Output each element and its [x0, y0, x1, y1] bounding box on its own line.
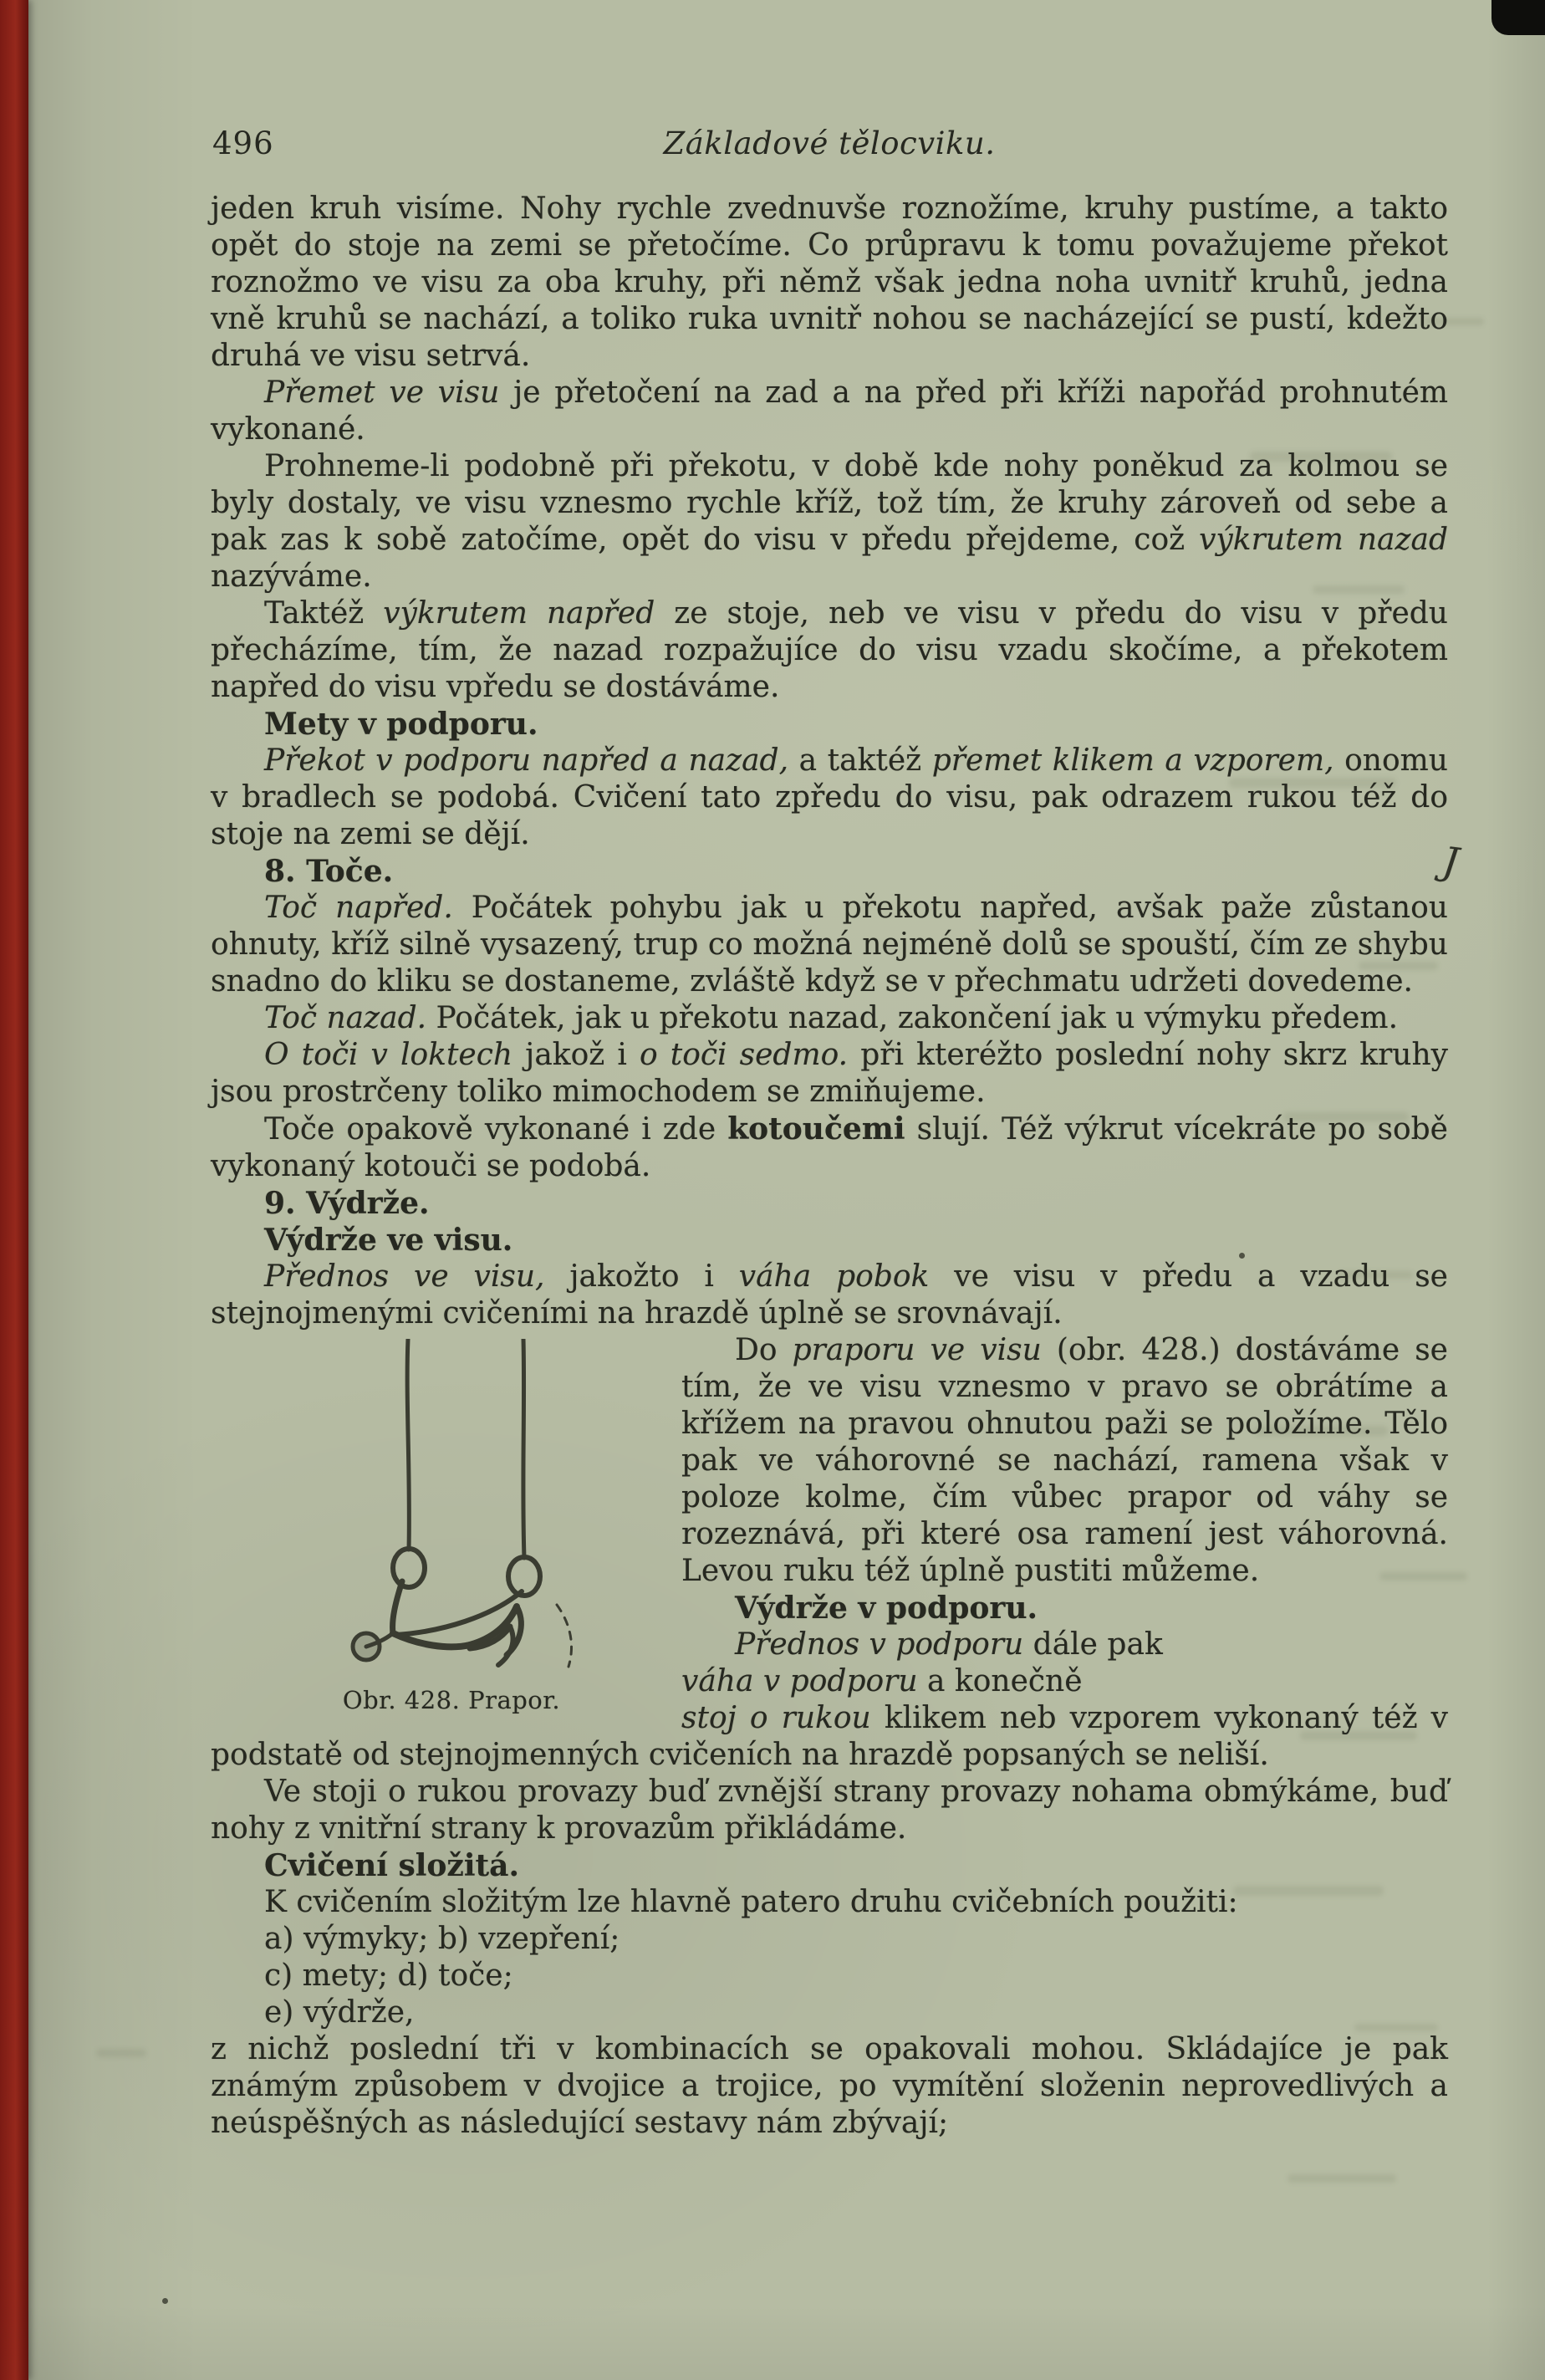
book-spine-strip — [0, 0, 28, 2380]
section-heading-toce — [211, 838, 1461, 890]
text-run: ze stoje, neb ve visu v předu do visu v předu přecházíme, tím, že nazad rozpažujíce do visu vzadu skočíme, a překotem napřed do visu vpředu se dostáváme. — [211, 596, 1448, 704]
text-run: a konečně — [917, 1664, 1083, 1698]
text-run: Výdrže v podporu. — [735, 1591, 1038, 1626]
text-run: Přednos ve visu, — [264, 1259, 545, 1294]
text-run: váha v podporu — [681, 1664, 918, 1698]
text-run: ve visu v předu a vzadu se stejnojmenými cvičeními na hrazdě úplně se srovnávají. — [211, 1259, 1448, 1330]
text-run: klikem neb vzporem vykonaný též v podstatě od stejnojmenných cvičeních na hrazdě popsaných se neliší. — [211, 1701, 1448, 1772]
page-header — [211, 125, 1448, 161]
ink-speck — [162, 2298, 168, 2304]
text-run: Výdrže ve visu. — [264, 1223, 513, 1258]
text-run: Počátek, jak u překotu nazad, zakončení jak u výmyku předem. — [426, 1001, 1399, 1035]
text-run: onomu v bradlech se podobá. Cvičení tato zpředu do visu, pak odrazem rukou též do stoje na zemi se dějí. — [211, 743, 1448, 851]
text-run: z nichž poslední tři v kombinacích se opakovali mohou. Skládajíce je pak známým způsobem v dvojice a trojice, po vymítění složenin neprovedlivých a neúspěšných as následující sestavy nám zbývají; — [211, 2032, 1448, 2140]
bleedthrough-smudge — [1288, 2174, 1396, 2183]
text-run: e) výdrže, — [264, 1995, 415, 2030]
text-run: a) výmyky; b) vzepření; — [264, 1922, 620, 1956]
paragraph — [211, 375, 1448, 448]
text-run: je přetočení na zad a na před při kříži napořád prohnutém vykonané. — [211, 375, 1449, 447]
text-run: Taktéž — [264, 596, 384, 631]
text-run: kotoučemi — [727, 1111, 905, 1147]
text-run: jeden kruh visíme. Nohy rychle zvednuvše roznožíme, kruhy pustíme, a takto opět do stoje na zemi se přetočíme. Co průpravu k tomu považujeme překot roznožmo ve visu za oba kruhy, při němž však jedna noha uvnitř kruhů, jedna vně kruhů se nachází, a toliko ruka uvnitř nohou se nacházející se pustí, kdežto druhá ve visu setrvá. — [211, 192, 1448, 373]
section-heading-mety-v-podporu — [211, 706, 1448, 743]
text-run: c) mety; d) toče; — [264, 1959, 513, 1993]
text-run: slují. Též výkrut vícekráte po sobě vykonaný kotouči se podobá. — [211, 1112, 1448, 1183]
figure-prapor — [259, 1339, 644, 1719]
section-heading-cviceni-slozita — [211, 1847, 1448, 1884]
text-run: Mety v podporu. — [264, 707, 538, 742]
text-run: Přednos v podporu — [735, 1627, 1024, 1662]
text-run: Cvičení složitá. — [264, 1848, 520, 1883]
figure-caption: Obr. 428. Prapor. — [342, 1686, 561, 1714]
handwritten-margin-mark: J — [1440, 838, 1461, 885]
text-run: jakožto i — [544, 1259, 739, 1294]
paragraph — [211, 743, 1448, 853]
text-run: Toč nazad. — [264, 1001, 427, 1035]
text-run: 9. Výdrže. — [264, 1186, 430, 1221]
text-run: Toče opakově vykonané i zde — [264, 1112, 728, 1147]
paragraph — [211, 1111, 1448, 1185]
text-run: výkrutem napřed — [383, 596, 655, 631]
scan-corner-shadow — [1491, 0, 1545, 35]
paragraph — [211, 595, 1448, 706]
text-run: při kteréžto poslední nohy skrz kruhy jsou prostrčeny toliko mimochodem se zmiňujeme. — [211, 1038, 1448, 1109]
text-run: přemet klikem a vzporem, — [931, 743, 1334, 778]
text-run: Ve stoji o rukou provazy buď zvnější strany provazy nohama obmýkáme, buď nohy z vnitřní strany k provazům přikládáme. — [211, 1775, 1448, 1846]
paragraph — [211, 191, 1448, 375]
list-item-cd — [211, 1958, 1448, 1994]
text-run: o toči sedmo. — [639, 1038, 849, 1072]
paragraph — [211, 2031, 1448, 2142]
text-run: Prohneme-li podobně při překotu, v době kde nohy poněkud za kolmou se byly dostaly, ve visu vznesmo rychle kříž, tož tím, že kruhy zároveň od sebe a pak zas k sobě zatočíme, opět do visu v předu přejdeme, což — [211, 449, 1448, 557]
text-run: Počátek pohybu jak u překotu napřed, avšak paže zůstanou ohnuty, kříž silně vysazený, trup co možná nejméně dolů se spouští, čím ze shybu snadno do kliku se dostaneme, zvláště když se v přechmatu udržeti dovedeme. — [211, 891, 1448, 998]
list-item-ab — [211, 1921, 1448, 1958]
section-heading-vydrze-ve-visu — [211, 1222, 1448, 1259]
section-heading-vydrze — [211, 1185, 1448, 1222]
paragraph — [211, 1884, 1448, 1921]
paragraph — [211, 448, 1448, 595]
text-run: jakož i — [512, 1038, 640, 1072]
text-run: stoj o rukou — [681, 1701, 871, 1735]
paragraph — [211, 1774, 1448, 1847]
gymnast-rings-illustration — [259, 1339, 644, 1673]
text-run: 8. Toče. — [264, 854, 394, 889]
running-title: Základové tělocviku. — [663, 125, 996, 161]
text-run: O toči v loktech — [264, 1038, 513, 1072]
text-run: Do — [735, 1333, 793, 1367]
text-run: dále pak — [1023, 1627, 1163, 1662]
text-run: Přemet ve visu — [264, 375, 500, 410]
bleedthrough-smudge — [96, 2049, 146, 2057]
page-number: 496 — [212, 125, 274, 161]
text-run: Překot v podporu napřed a nazad, — [264, 743, 789, 778]
paragraph — [211, 1259, 1448, 1332]
list-item-e — [211, 1994, 1448, 2031]
paragraph — [211, 1000, 1448, 1037]
paragraph — [211, 1037, 1448, 1111]
text-run: praporu ve visu — [792, 1333, 1042, 1367]
text-run: (obr. 428.) dostáváme se tím, že ve visu vznesmo v pravo se obrátíme a křížem na pravou ohnutou paži se položíme. Tělo pak ve váhorovné se nachází, ramena však v poloze kolme, čím vůbec prapor od váhy se rozeznává, při které osa ramení jest váhorovná. Levou ruku též úplně pustiti můžeme. — [681, 1333, 1448, 1588]
text-run: Toč napřed. — [264, 891, 453, 925]
text-run: nazýváme. — [211, 559, 372, 594]
paragraph — [211, 890, 1448, 1000]
text-run: a taktéž — [788, 743, 932, 778]
text-run: K cvičením složitým lze hlavně patero druhu cvičebních použiti: — [264, 1885, 1238, 1919]
body-text — [211, 191, 1461, 2142]
text-run: váha pobok — [738, 1259, 930, 1294]
text-run: výkrutem nazad — [1199, 523, 1448, 557]
